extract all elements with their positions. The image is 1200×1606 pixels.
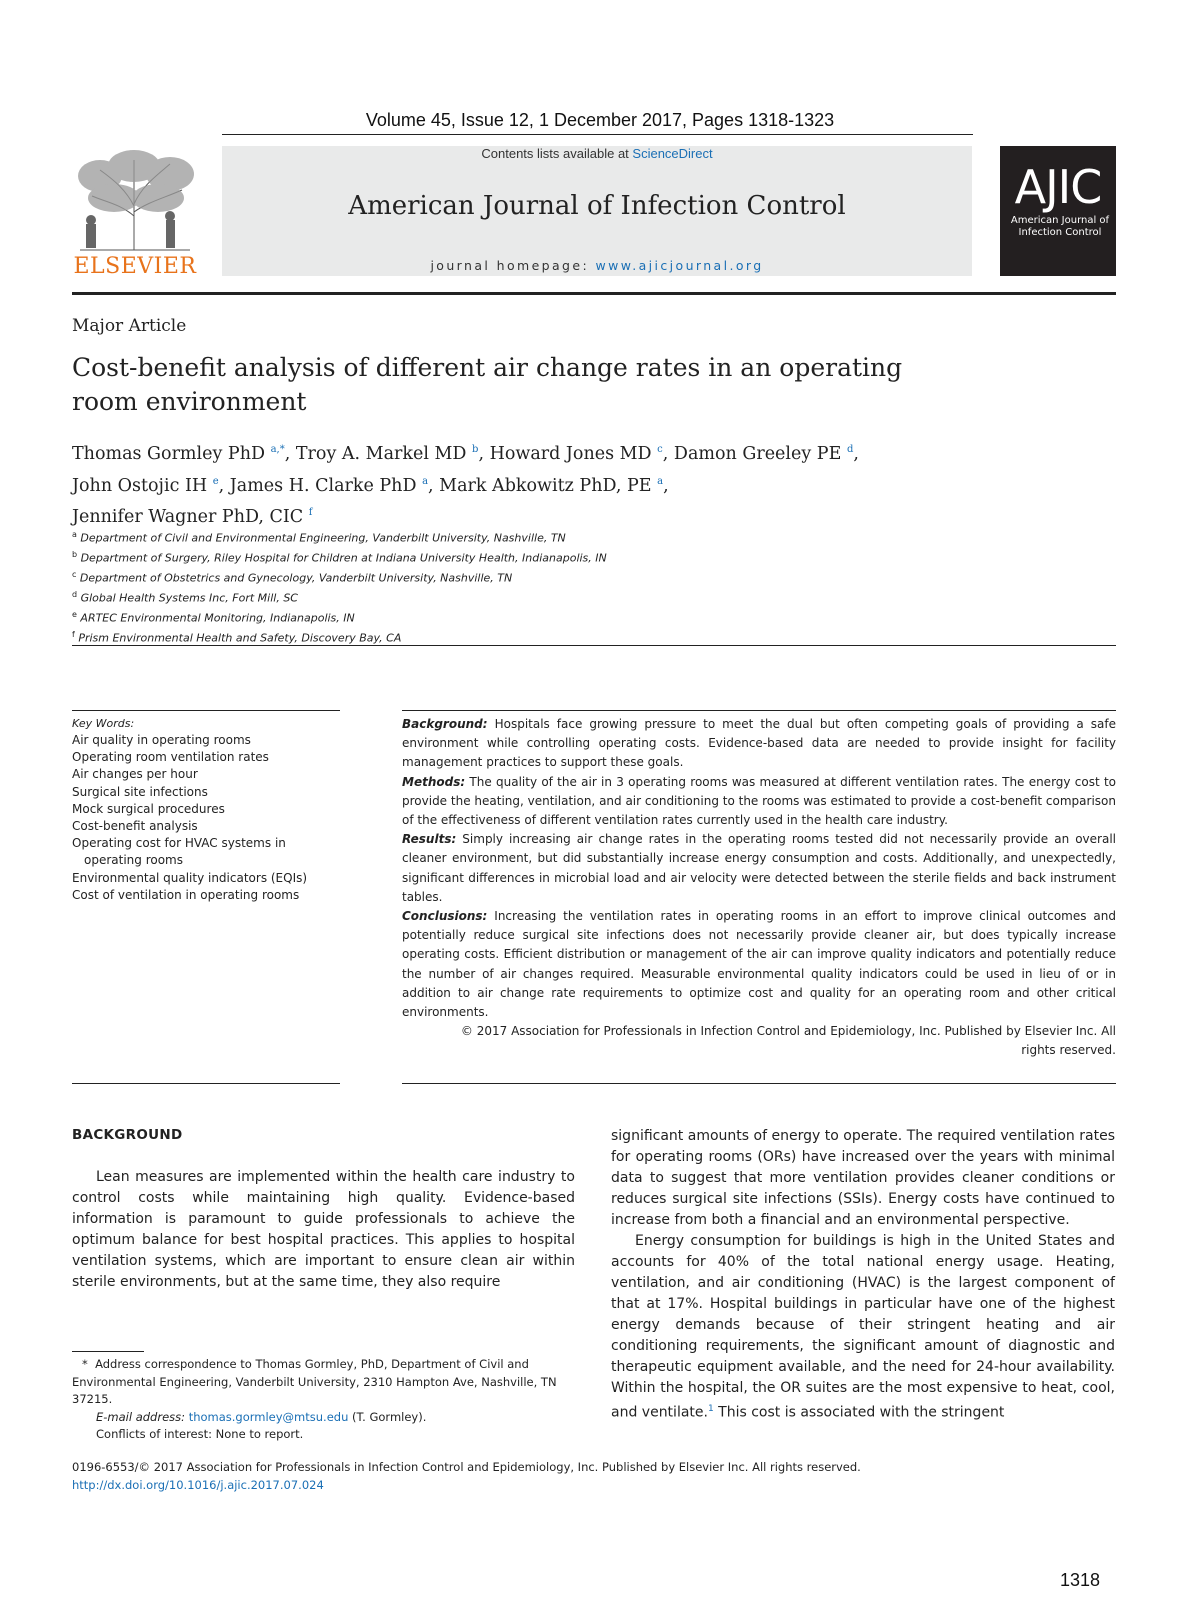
page-number: 1318 — [1060, 1570, 1101, 1590]
journal-name: American Journal of Infection Control — [348, 191, 846, 221]
keyword-item: Operating cost for HVAC systems in — [72, 836, 286, 851]
author[interactable]: Troy A. Markel MD $^b$ — [295, 443, 479, 464]
elsevier-tree-logo — [70, 146, 200, 254]
affiliation-list — [72, 527, 972, 647]
author-list: Thomas Gormley PhD $^{a,*}$, Troy A. Markel MD $^b$, Howard Jones MD $^c$, Damon Greeley PE $^d$, John Ostojic IH $^e$, James H. Clarke PhD $^a$, Mark Abkowitz PhD, PE $^a$, Jennifer Wagner PhD, CIC $^f$ — [72, 443, 859, 528]
affiliation: $^a$ Department of Civil and Environmental Engineering, Vanderbilt University, Nashville, TN — [72, 530, 566, 545]
issn-doi-block — [72, 1458, 972, 1494]
body-paragraph: significant amounts of energy to operate. The required ventilation rates for operating rooms (ORs) have increased over the years with minimal data to suggest that more ventilation provides cleaner conditions or reduces surgical site infections (SSIs). Energy costs have continued to increase from both a financial and an environmental perspective. — [611, 1128, 1115, 1228]
article-type: Major Article — [72, 316, 187, 336]
keyword-item: operating rooms — [84, 853, 183, 868]
abstract-conclusions: Conclusions: Increasing the ventilation rates in operating rooms in an effort to improve clinical outcomes and potentially reduce surgical site infections does not necessarily provide cleaner air, but does typically increase operating costs. Efficient distribution or management of the air can improve quality indicators and potentially reduce the number of air changes required. Measurable environmental quality indicators could be used in lieu of or in addition to air change rate requirements to optimize cost and quality for an operating room and other critical environments. — [402, 909, 1116, 1020]
keyword-item: Cost of ventilation in operating rooms — [72, 887, 300, 902]
journal-homepage-line — [222, 258, 972, 273]
author[interactable]: Damon Greeley PE $^d$ — [673, 443, 854, 464]
keyword-item: Air changes per hour — [72, 767, 198, 782]
keyword-item: Mock surgical procedures — [72, 801, 225, 816]
affiliation: $^d$ Global Health Systems Inc, Fort Mill, SC — [72, 589, 298, 605]
keyword-item: Environmental quality indicators (EQIs) — [72, 870, 308, 885]
abstract-background: Background: Hospitals face growing pressure to meet the dual but often competing goals of providing a safe environment while controlling operating costs. Evidence-based data are needed to provide insight for facility management practices to support these goals. — [402, 717, 1116, 770]
abstract-copyright: © 2017 Association for Professionals in Infection Control and Epidemiology, Inc. Published by Elsevier Inc. All rights reserved. — [460, 1024, 1116, 1058]
corresponding-author-footnote — [72, 1356, 575, 1444]
homepage-prefix: journal homepage: — [430, 258, 596, 273]
affiliation: $^c$ Department of Obstetrics and Gynecology, Vanderbilt University, Nashville, TN — [72, 569, 513, 585]
footnote-address: * Address correspondence to Thomas Gormley, PhD, Department of Civil and Environmental Engineering, Vanderbilt University, 2310 Hampton Ave, Nashville, TN 37215. — [72, 1357, 557, 1406]
keyword-item: Cost-benefit analysis — [72, 819, 198, 834]
header-bottom-rule — [72, 292, 1116, 295]
ajic-cover-subtitle: American Journal of Infection Control — [1010, 215, 1110, 238]
abstract-bottom-rule — [402, 1083, 1116, 1084]
footnote-email: E-mail address: thomas.gormley@mtsu.edu (T. Gormley). — [96, 1409, 427, 1424]
email-link[interactable]: thomas.gormley@mtsu.edu — [188, 1409, 349, 1424]
author[interactable]: Thomas Gormley PhD $^{a,*}$ — [72, 443, 285, 464]
abstract-results: Results: Simply increasing air change rates in the operating rooms tested did not necessarily provide an overall cleaner environment, but did substantially increase energy consumption and costs. Additionally, and unexpectedly, significant differences in microbial load and air velocity were detected between the sterile fields and back instrument tables. — [402, 832, 1116, 904]
author[interactable]: Jennifer Wagner PhD, CIC $^f$ — [72, 507, 313, 528]
affiliation: $^f$ Prism Environmental Health and Safety, Discovery Bay, CA — [72, 629, 402, 645]
abstract-top-rule — [402, 710, 1116, 711]
body-right-column — [611, 1126, 1115, 1424]
contents-available-line — [222, 146, 972, 161]
sciencedirect-link[interactable]: ScienceDirect — [632, 146, 713, 161]
section-heading-background: BACKGROUND — [72, 1127, 183, 1143]
ajic-cover-letters: AJIC — [1014, 160, 1102, 214]
keyword-item: Air quality in operating rooms — [72, 733, 251, 747]
keywords-bottom-rule — [72, 1083, 340, 1084]
abstract-methods: Methods: The quality of the air in 3 operating rooms was measured at different ventilation rates. The energy cost to provide the heating, ventilation, and air conditioning to the rooms was estimated to provide a cost-benefit comparison of the effectiveness of different ventilation rates currently used in the health care industry. — [402, 774, 1116, 828]
reference-link[interactable]: 1 — [707, 1404, 714, 1414]
keywords-list — [72, 732, 337, 904]
author[interactable]: Mark Abkowitz PhD, PE $^a$ — [439, 475, 664, 496]
doi-link[interactable]: http://dx.doi.org/10.1016/j.ajic.2017.07.024 — [72, 1478, 324, 1492]
keywords-top-rule — [72, 710, 340, 711]
body-paragraph: Energy consumption for buildings is high in the United States and accounts for 40% of the total national energy usage. Heating, ventilation, and air conditioning (HVAC) is the largest component of that at 17%. Hospital buildings in particular have one of the highest energy demands because of their stringent heating and air conditioning requirements, the significant amount of diagnostic and therapeutic equipment available, and the need for 24-hour availability. Within the hospital, the OR suites are the most expensive to heat, cool, and ventilate.$^1$ This cost is associated with the stringent — [611, 1233, 1115, 1421]
contents-prefix: Contents lists available at — [481, 146, 633, 161]
author[interactable]: Howard Jones MD $^c$ — [489, 443, 663, 464]
affiliation: $^b$ Department of Surgery, Riley Hospital for Children at Indiana University Health, Indianapolis, IN — [72, 549, 607, 565]
keyword-item: Surgical site infections — [72, 784, 208, 799]
volume-issue-line: Volume 45, Issue 12, 1 December 2017, Pages 1318-1323 — [365, 110, 835, 130]
footnote-conflicts: Conflicts of interest: None to report. — [96, 1427, 304, 1441]
article-title: Cost-benefit analysis of different air change rates in an operating room environment — [72, 353, 903, 416]
author[interactable]: James H. Clarke PhD $^a$ — [229, 475, 429, 496]
top-rule — [222, 134, 973, 135]
elsevier-wordmark[interactable]: ELSEVIER — [73, 254, 197, 279]
issn-line: 0196-6553/© 2017 Association for Professionals in Infection Control and Epidemiology, Inc. Published by Elsevier Inc. All rights reserved. — [72, 1460, 861, 1474]
keywords-title: Key Words: — [72, 717, 135, 730]
author[interactable]: John Ostojic IH $^e$ — [72, 475, 219, 496]
footnote-rule — [72, 1351, 144, 1352]
body-paragraph: Lean measures are implemented within the health care industry to control costs while maintaining high quality. Evidence-based information is paramount to guide professionals to achieve the optimum balance for best hospital practices. This applies to hospital ventilation systems, which are important to ensure clean air within sterile environments, but at the same time, they also require — [72, 1169, 575, 1290]
keyword-item: Operating room ventilation rates — [72, 750, 269, 765]
abstract — [402, 715, 1116, 1061]
journal-homepage-link[interactable]: www.ajicjournal.org — [595, 258, 764, 273]
affiliation: $^e$ ARTEC Environmental Monitoring, Indianapolis, IN — [72, 609, 355, 625]
body-left-column — [72, 1167, 575, 1293]
